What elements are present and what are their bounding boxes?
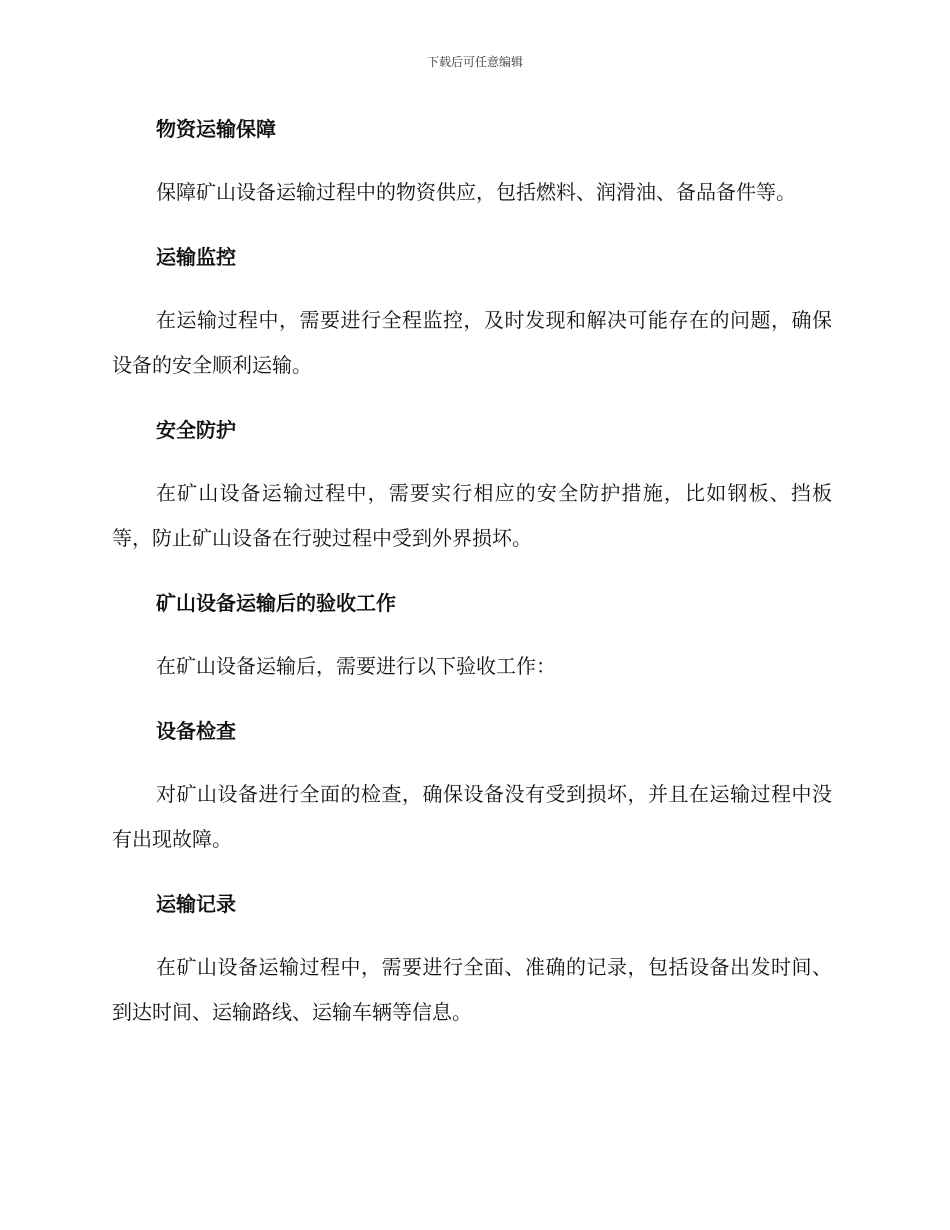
- section-paragraph-acceptance-work: 在矿山设备运输后，需要进行以下验收工作：: [156, 654, 556, 678]
- section-paragraph-transport-records: 在矿山设备运输过程中，需要进行全面、准确的记录，包括设备出发时间、到达时间、运输路线、运输车辆等信息。: [112, 955, 832, 1024]
- section-paragraph-transport-monitoring: 在运输过程中，需要进行全程监控，及时发现和解决可能存在的问题，确保设备的安全顺利运输。: [112, 308, 832, 377]
- section-paragraph-equipment-inspection: 对矿山设备进行全面的检查，确保设备没有受到损坏，并且在运输过程中没有出现故障。: [112, 782, 832, 851]
- section-heading-equipment-inspection: 设备检查: [156, 719, 236, 743]
- document-body: [112, 112, 832, 1060]
- section-heading-transport-monitoring: 运输监控: [156, 245, 236, 269]
- section-heading-transport-records: 运输记录: [156, 892, 236, 916]
- page-header: 下载后可任意编辑: [426, 55, 523, 69]
- section-paragraph-safety-protection: 在矿山设备运输过程中，需要实行相应的安全防护措施，比如钢板、挡板等，防止矿山设备在行驶过程中受到外界损坏。: [112, 481, 832, 550]
- section-heading-material-transport: 物资运输保障: [156, 117, 276, 141]
- section-heading-acceptance-work: 矿山设备运输后的验收工作: [156, 591, 396, 615]
- section-heading-safety-protection: 安全防护: [156, 418, 236, 442]
- section-paragraph-material-transport: 保障矿山设备运输过程中的物资供应，包括燃料、润滑油、备品备件等。: [156, 180, 796, 204]
